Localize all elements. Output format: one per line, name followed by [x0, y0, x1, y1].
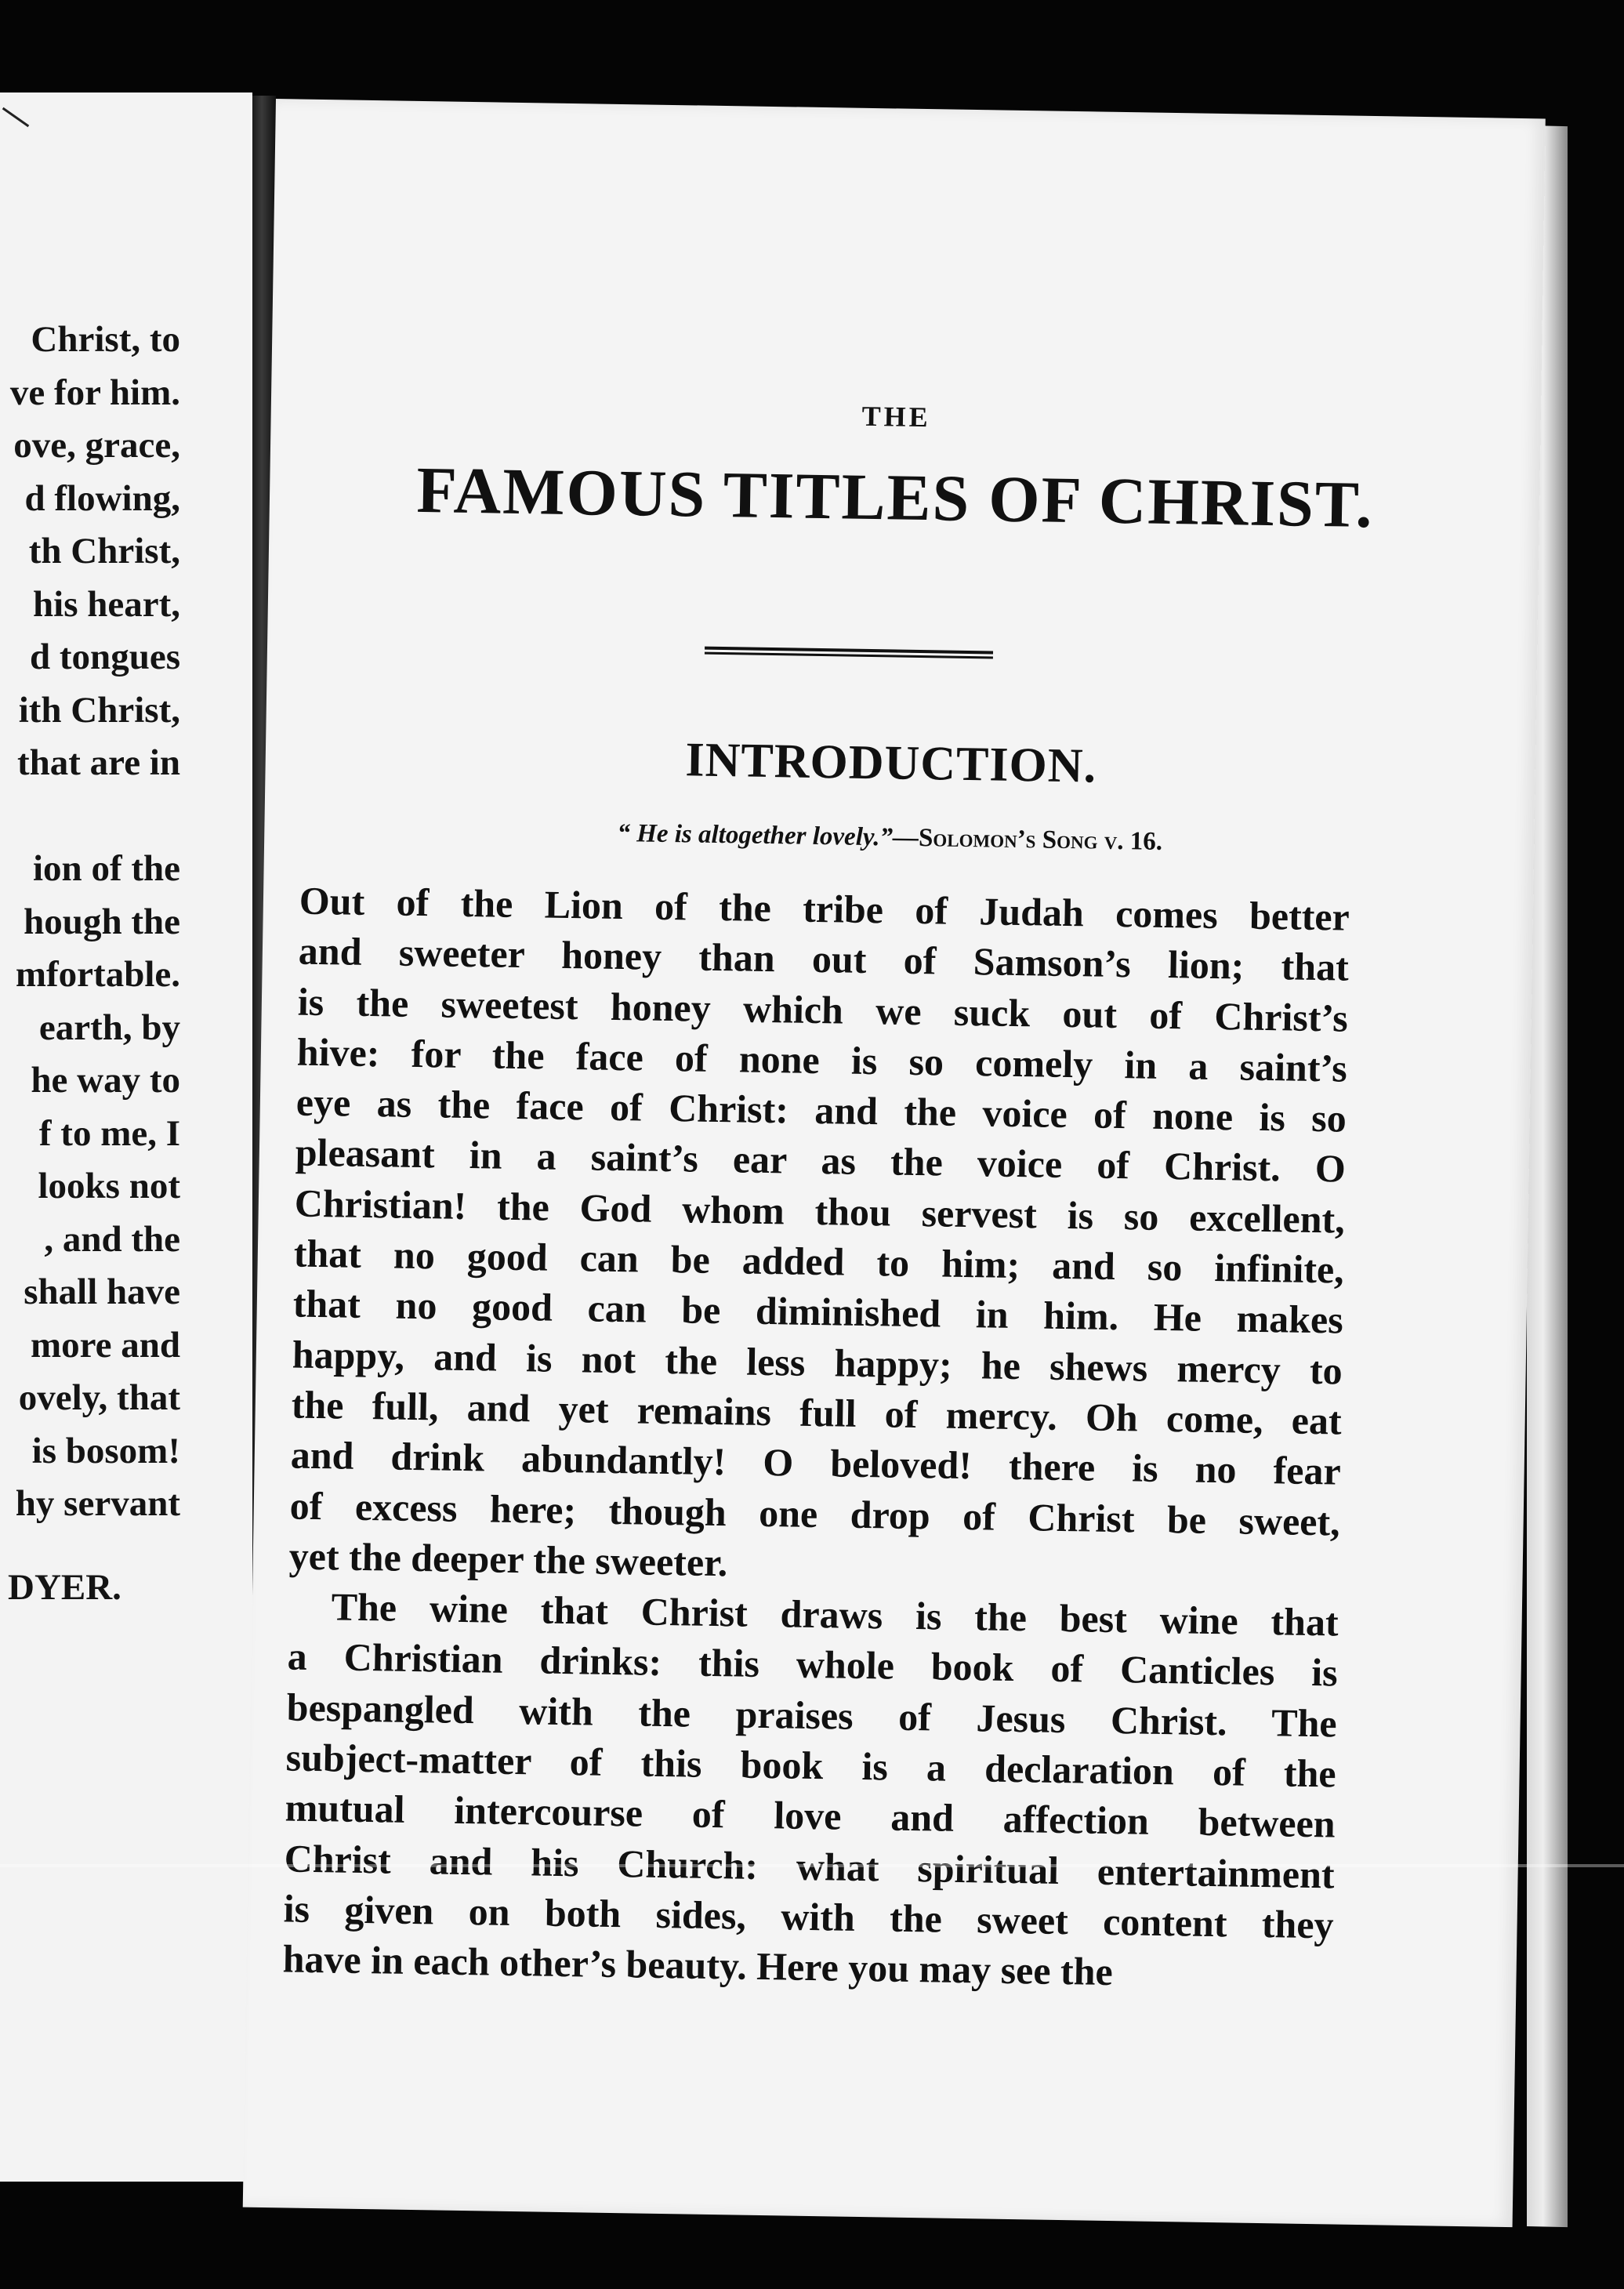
epigraph-quote: “ He is altogether lovely.”—	[617, 818, 919, 852]
text-line: Out of the Lion of the tribe of Judah comes better	[299, 878, 1350, 939]
left-page-line: d tongues	[30, 637, 180, 677]
left-page-text	[10, 314, 180, 1531]
left-page-line: mfortable.	[15, 954, 180, 995]
left-page-line: is bosom!	[31, 1430, 180, 1471]
left-page-line: he way to	[31, 1060, 180, 1101]
left-page-line: , and the	[44, 1218, 180, 1260]
left-page-line: ion of the	[33, 848, 180, 889]
left-page-line: th Christ,	[28, 531, 180, 571]
text-line: and drink abundantly! O beloved! there is no fear	[290, 1432, 1342, 1493]
text-line: the full, and yet remains full of mercy. Oh come, eat	[291, 1382, 1343, 1443]
right-page	[243, 99, 1546, 2227]
text-line: that no good can be diminished in him. He makes	[292, 1281, 1344, 1342]
left-page-line: ovely, that	[18, 1377, 180, 1418]
left-page-line: ith Christ,	[18, 689, 180, 731]
page-content	[282, 99, 1505, 1994]
text-line: eye as the face of Christ: and the voice of none is so	[295, 1079, 1347, 1141]
paragraph	[282, 1581, 1339, 2001]
left-page-line: d flowing,	[24, 477, 180, 519]
text-line: and sweeter honey than out of Samson’s lion; that	[298, 928, 1350, 989]
left-page-line: ve for him.	[9, 372, 180, 413]
text-line: subject-matter of this book is a declaration of the	[285, 1735, 1337, 1796]
text-line: hive: for the face of none is so comely in a saint’s	[296, 1029, 1348, 1090]
left-page-line: f to me, I	[38, 1112, 180, 1154]
text-line: is given on both sides, with the sweet content they	[283, 1886, 1335, 1947]
left-page-line: shall have	[24, 1271, 180, 1312]
left-page-line: his heart,	[33, 583, 180, 625]
left-page-line	[10, 790, 180, 843]
scan-artifact-band	[0, 1864, 1624, 1867]
text-line: yet the deeper the sweeter.	[288, 1533, 728, 1585]
left-page-signature: DYER.	[8, 1567, 121, 1608]
left-page-line: hough the	[24, 901, 180, 942]
left-page-line: looks not	[38, 1166, 180, 1206]
left-page-line: ove, grace,	[13, 425, 180, 466]
left-page-line: more and	[30, 1324, 180, 1366]
text-line: bespangled with the praises of Jesus Christ. The	[286, 1685, 1338, 1746]
text-line: happy, and is not the less happy; he shews mercy to	[292, 1332, 1343, 1393]
body-text	[282, 876, 1350, 2001]
text-line: pleasant in a saint’s ear as the voice of Christ. O	[295, 1130, 1347, 1192]
text-line: The wine that Christ draws is the best wine that	[331, 1584, 1339, 1645]
text-line: that no good can be added to him; and so infinite,	[293, 1231, 1345, 1292]
epigraph	[286, 814, 1493, 862]
left-page-line: hy servant	[15, 1483, 180, 1524]
text-line: of excess here; though one drop of Christ be sweet,	[289, 1483, 1341, 1544]
left-page-line: that are in	[16, 742, 180, 783]
text-line: mutual intercourse of love and affection between	[285, 1785, 1336, 1846]
left-page-mark	[2, 107, 29, 127]
title-article: THE	[861, 400, 932, 433]
left-page-line: Christ, to	[31, 319, 180, 360]
text-line: have in each other’s beauty. Here you may see the	[282, 1936, 1114, 1994]
epigraph-source: Solomon’s Song v. 16.	[918, 823, 1163, 856]
text-line: Christ and his Church: what spiritual entertainment	[284, 1836, 1336, 1897]
left-page	[0, 93, 252, 2182]
section-heading: INTRODUCTION.	[685, 733, 1097, 793]
paragraph	[288, 876, 1350, 1598]
text-line: is the sweetest honey which we suck out of Christ’s	[297, 979, 1349, 1040]
book-title: FAMOUS TITLES OF CHRIST.	[415, 453, 1375, 542]
title-double-rule	[705, 647, 993, 659]
text-line: Christian! the God whom thou servest is so excellent,	[294, 1181, 1346, 1242]
text-line: a Christian drinks: this whole book of Canticles is	[287, 1634, 1339, 1695]
left-page-line: earth, by	[38, 1007, 180, 1048]
